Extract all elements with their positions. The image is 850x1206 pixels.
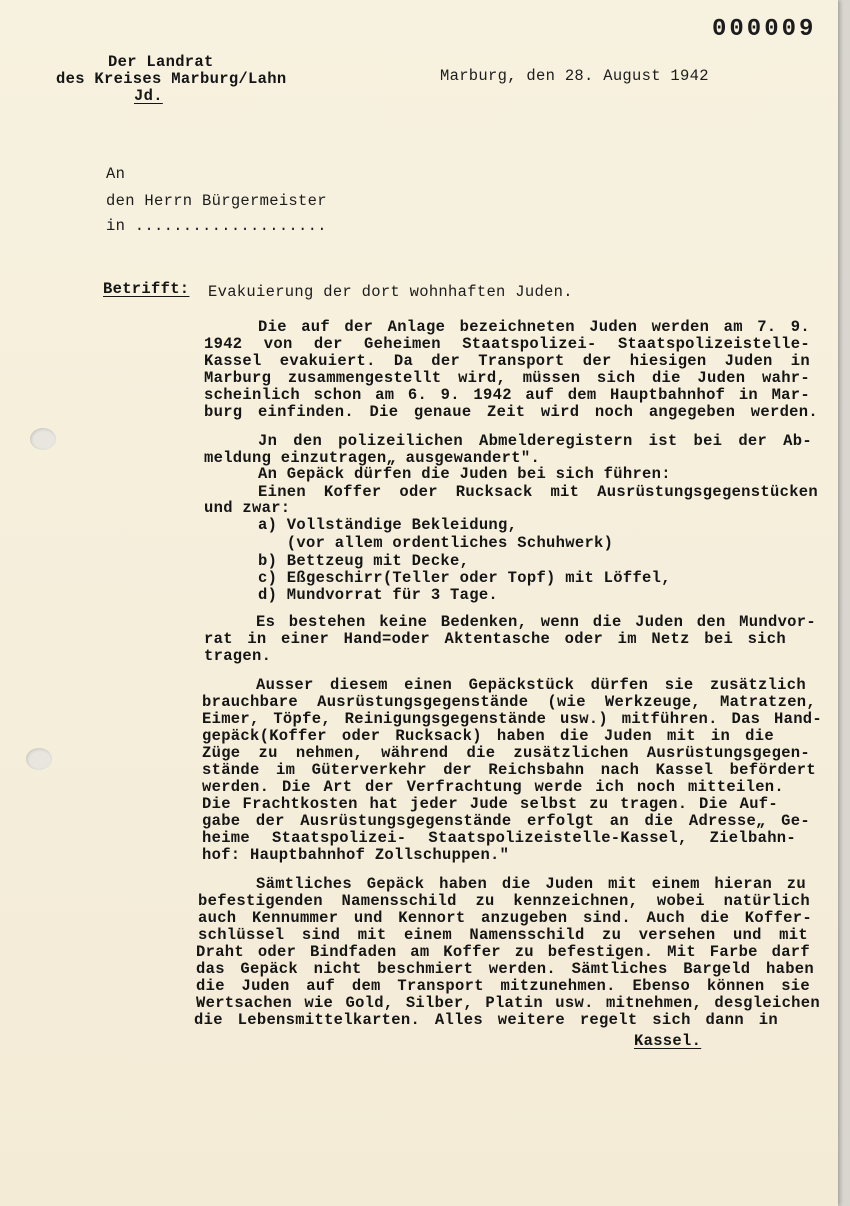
p6-line: Die Frachtkosten hat jeder Jude selbst zu tragen. Die Auf-	[202, 795, 778, 813]
list-item: d) Mundvorrat für 3 Tage.	[258, 586, 499, 604]
p6-line: gabe der Ausrüstungsgegenstände erfolgt an die Adresse„ Ge-	[202, 812, 810, 830]
sender-line-2: des Kreises Marburg/Lahn	[56, 70, 287, 88]
list-item: a) Vollständige Bekleidung,	[258, 516, 518, 534]
p1-line: scheinlich schon am 6. 9. 1942 auf dem Hauptbahnhof in Mar-	[204, 386, 810, 404]
p4-line: Einen Koffer oder Rucksack mit Ausrüstungsgegenstücken	[258, 483, 818, 501]
p5-line: tragen.	[204, 647, 272, 665]
p1-line: Die auf der Anlage bezeichneten Juden werden am 7. 9.	[258, 318, 810, 336]
p2-line: meldung einzutragen„ ausgewandert".	[204, 449, 541, 467]
document-number: 000009	[712, 16, 817, 43]
p1-line: Marburg zusammengestellt wird, müssen sich die Juden wahr-	[204, 369, 810, 387]
p6-line: Züge zu nehmen, während die zusätzlichen Ausrüstungsgegen-	[202, 744, 810, 762]
p7-line: Wertsachen wie Gold, Silber, Platin usw. mitnehmen, desgleichen	[196, 994, 820, 1012]
recipient-line-2: in ....................	[106, 217, 327, 235]
closing-word: Kassel.	[634, 1032, 702, 1050]
p6-line: werden. Die Art der Verfrachtung werde ich noch mitteilen.	[202, 778, 784, 796]
p4-line: und zwar:	[204, 499, 291, 517]
list-item: (vor allem ordentliches Schuhwerk)	[258, 534, 614, 552]
subject-text: Evakuierung der dort wohnhaften Juden.	[208, 283, 573, 301]
p6-line: hof: Hauptbahnhof Zollschuppen."	[202, 846, 510, 864]
p6-line: stände im Güterverkehr der Reichsbahn nach Kassel befördert	[202, 761, 816, 779]
sender-line-1: Der Landrat	[108, 53, 214, 71]
letter-date: Marburg, den 28. August 1942	[440, 67, 709, 85]
p6-line: heime Staatspolizei- Staatspolizeistelle-Kassel, Zielbahn-	[202, 829, 796, 847]
p2-line: Jn den polizeilichen Abmelderegistern ist bei der Ab-	[258, 432, 812, 450]
p7-line: befestigenden Namensschild zu kennzeichnen, wobei natürlich	[198, 892, 810, 910]
punch-hole	[30, 428, 56, 450]
p7-line: auch Kennummer und Kennort anzugeben sind. Auch die Koffer-	[198, 909, 812, 927]
p5-line: Es bestehen keine Bedenken, wenn die Juden den Mundvor-	[256, 613, 816, 631]
p7-line: das Gepäck nicht beschmiert werden. Sämtliches Bargeld haben	[196, 960, 814, 978]
subject-label: Betrifft:	[103, 280, 190, 298]
punch-hole	[26, 748, 52, 770]
p7-line: Sämtliches Gepäck haben die Juden mit einem hieran zu	[256, 875, 806, 893]
recipient-line-1: den Herrn Bürgermeister	[106, 192, 327, 210]
p1-line: burg einfinden. Die genaue Zeit wird noch angegeben werden.	[204, 403, 818, 421]
list-item: b) Bettzeug mit Decke,	[258, 552, 470, 570]
p6-line: brauchbare Ausrüstungsgegenstände (wie Werkzeuge, Matratzen,	[202, 693, 816, 711]
p3-line: An Gepäck dürfen die Juden bei sich führen:	[258, 465, 671, 483]
p7-line: schlüssel sind mit einem Namensschild zu versehen und mit	[198, 926, 808, 944]
p7-line: die Lebensmittelkarten. Alles weitere regelt sich dann in	[194, 1011, 778, 1029]
p6-line: gepäck(Koffer oder Rucksack) haben die Juden mit in die	[202, 727, 774, 745]
list-item: c) Eßgeschirr(Teller oder Topf) mit Löffel,	[258, 569, 671, 587]
p7-line: Draht oder Bindfaden am Koffer zu befestigen. Mit Farbe darf	[196, 943, 810, 961]
p7-line: die Juden auf dem Transport mitzunehmen. Ebenso können sie	[196, 977, 810, 995]
recipient-an: An	[106, 165, 126, 183]
p5-line: rat in einer Hand=oder Aktentasche oder im Netz bei sich	[204, 630, 786, 648]
p6-line: Eimer, Töpfe, Reinigungsgegenstände usw.) mitführen. Das Hand-	[202, 710, 822, 728]
p6-line: Ausser diesem einen Gepäckstück dürfen sie zusätzlich	[256, 676, 806, 694]
p1-line: 1942 von der Geheimen Staatspolizei- Staatspolizeistelle-	[204, 335, 810, 353]
sender-line-3: Jd.	[134, 87, 163, 105]
p1-line: Kassel evakuiert. Da der Transport der hiesigen Juden in	[204, 352, 810, 370]
